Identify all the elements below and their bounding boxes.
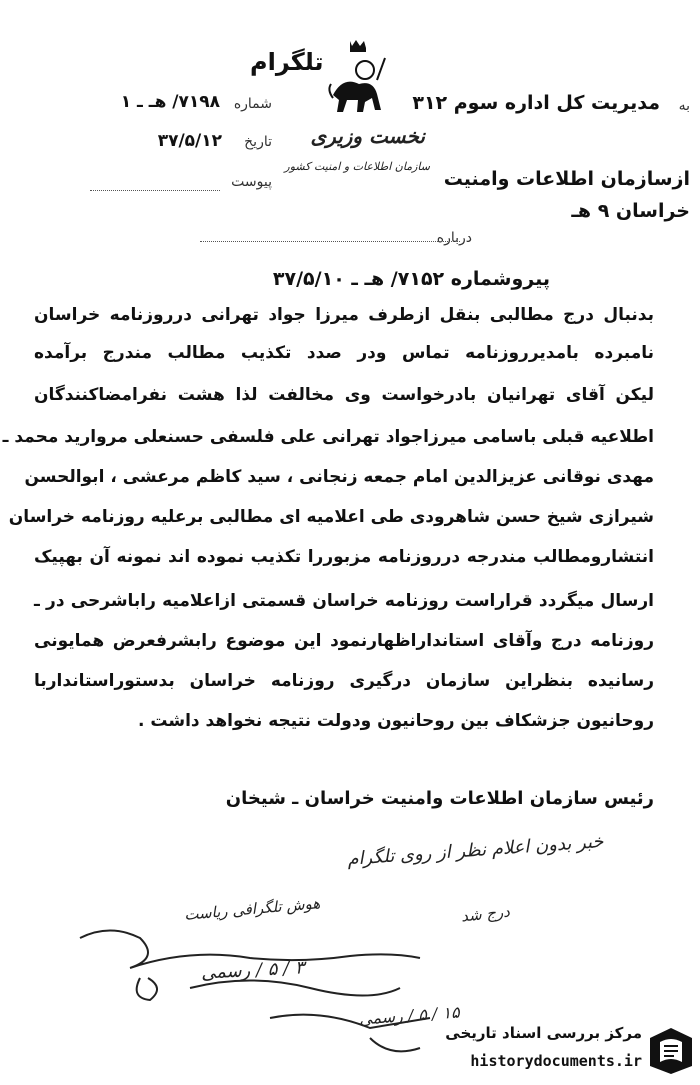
reference-line: پیروشماره ۷۱۵۲/ هـ ـ ۳۷/۵/۱۰	[272, 268, 550, 290]
subject-label: درباره	[436, 230, 472, 246]
handwritten-note: هوش تلگرافی ریاست	[183, 894, 321, 924]
number-value: ۷۱۹۸/ هـ ـ ۱	[120, 92, 220, 112]
body-line: بدنبال درج مطالبی بنقل ازطرف میرزا جواد تهرانی درروزنامه خراسان	[34, 305, 654, 325]
body-line: مهدی نوقانی عزیزالدین امام جمعه زنجانی ، سید کاظم مرعشی ، ابوالحسن	[24, 467, 654, 487]
attachment-line	[90, 190, 220, 191]
attachment-label: پیوست	[231, 174, 272, 190]
recipient: مدیریت کل اداره سوم ۳۱۲	[412, 92, 660, 114]
handwritten-note: ۱۵ / ۵ / رسمی	[358, 1002, 461, 1029]
handwritten-note: درج شد	[460, 902, 511, 926]
body-line: لیکن آقای تهرانیان بادرخواست وی مخالفت لذا هشت نفرامضاکنندگان	[34, 385, 654, 405]
date-label: تاریخ	[244, 134, 272, 150]
archive-url: historydocuments.ir	[470, 1052, 642, 1070]
from-line-1: ازسازمان اطلاعات وامنیت	[443, 168, 690, 190]
signature-line: رئیس سازمان اطلاعات وامنیت خراسان ـ شیخان	[225, 788, 654, 809]
lion-sun-emblem-icon	[325, 40, 391, 120]
body-line: انتشارومطالب مندرجه درروزنامه مزبوررا تکذیب نموده اند نمونه آن بهپیک	[34, 547, 654, 567]
number-label: شماره	[233, 96, 272, 112]
stamp-prime-ministry: نخست وزیری	[310, 124, 425, 148]
handwritten-note: خبر بدون اعلام نظر از روی تلگرام	[346, 831, 605, 870]
handwritten-note: ۳ / ۵ / رسمی	[200, 957, 306, 984]
date-value: ۳۷/۵/۱۲	[157, 131, 222, 151]
to-label: به	[678, 98, 690, 114]
body-line: رسانیده بنظراین سازمان درگیری روزنامه خراسان بدستوراستانداربا	[34, 671, 654, 691]
body-line: اطلاعیه قبلی باسامی میرزاجواد تهرانی علی فلسفی حسنعلی مروارید محمد ـ	[2, 427, 654, 447]
body-line: نامبرده بامدیرروزنامه تماس ودر صدد تکذیب مطالب مندرج برآمده	[34, 343, 654, 363]
from-line-2: خراسان ۹ هـ	[571, 200, 690, 222]
body-line: ارسال میگردد قراراست روزنامه خراسان قسمتی ازاعلامیه راباشرحی در ـ	[34, 591, 654, 611]
stamp-organization: سازمان اطلاعات و امنیت کشور	[284, 160, 430, 173]
body-line: روزنامه درج وآقای استانداراظهارنمود این موضوع رابشرفعرض همایونی	[34, 631, 654, 651]
handwritten-signature-icon	[70, 918, 450, 1068]
body-line: شیرازی شیخ حسن شاهرودی طی اعلامیه ای مطالبی برعلیه روزنامه خراسان	[8, 507, 654, 527]
subject-line	[200, 241, 460, 242]
archive-watermark	[430, 1022, 698, 1082]
archive-logo-icon	[648, 1026, 694, 1076]
archive-title: مرکز بررسی اسناد تاریخی	[445, 1024, 642, 1042]
body-line: روحانیون جزشکاف بین روحانیون ودولت نتیجه نخواهد داشت .	[137, 711, 654, 731]
telegram-title: تلگرام	[250, 48, 324, 76]
